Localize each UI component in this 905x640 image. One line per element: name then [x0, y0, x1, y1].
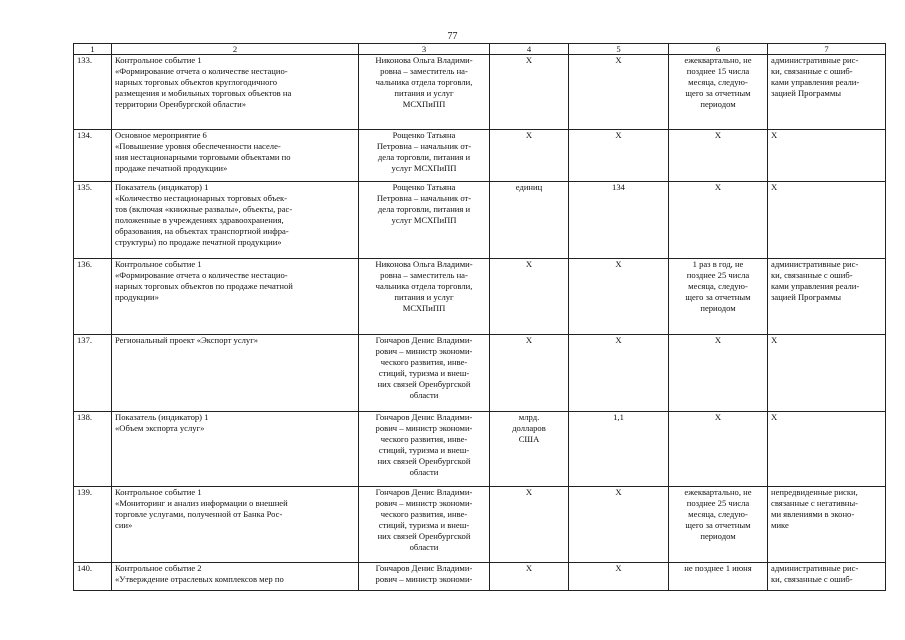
event-description: Показатель (индикатор) 1 «Объем экспорта услуг»	[112, 412, 359, 487]
table-row	[74, 335, 886, 412]
risks-cell: административные рис- ки, связанные с ошиб- ками управления реали- зацией Программы	[768, 55, 886, 130]
event-description: Контрольное событие 1 «Формирование отчета о количестве нестацио- нарных торговых объектов по продаже печатной продукции»	[112, 259, 359, 335]
col-header-3: 3	[359, 44, 490, 55]
table-row	[74, 412, 886, 487]
deadline-cell: не позднее 1 июня	[669, 563, 768, 591]
value-cell: X	[569, 130, 669, 182]
row-number: 137.	[74, 335, 112, 412]
risks-cell: административные рис- ки, связанные с ошиб- ками управления реали- зацией Программы	[768, 259, 886, 335]
event-description: Основное мероприятие 6 «Повышение уровня обеспеченности населе- ния нестационарными торговыми объектами по продаже печатной продукции»	[112, 130, 359, 182]
unit-cell: X	[490, 563, 569, 591]
event-description: Контрольное событие 1 «Мониторинг и анализ информации о внешней торговле услугами, полученной от Банка Рос- сии»	[112, 487, 359, 563]
risks-cell: административные рис- ки, связанные с ошиб-	[768, 563, 886, 591]
responsible-person: Гончаров Денис Владими- рович – министр экономи- ческого развития, инве- стиций, туризма и внеш- них связей Оренбургской области	[359, 412, 490, 487]
table-row	[74, 55, 886, 130]
deadline-cell: X	[669, 182, 768, 259]
row-number: 139.	[74, 487, 112, 563]
risks-cell: X	[768, 412, 886, 487]
col-header-4: 4	[490, 44, 569, 55]
event-description: Контрольное событие 1 «Формирование отчета о количестве нестацио- нарных торговых объектов круглогодичного размещения и мобильных торговых объектов на территории Оренбургской области»	[112, 55, 359, 130]
unit-cell: X	[490, 259, 569, 335]
unit-cell: X	[490, 487, 569, 563]
column-number-row	[74, 44, 886, 55]
program-table	[73, 43, 886, 591]
responsible-person: Рощенко Татьяна Петровна – начальник от- дела торговли, питания и услуг МСХПиПП	[359, 182, 490, 259]
event-description: Контрольное событие 2 «Утверждение отраслевых комплексов мер по	[112, 563, 359, 591]
table-row	[74, 259, 886, 335]
deadline-cell: X	[669, 412, 768, 487]
value-cell: 134	[569, 182, 669, 259]
unit-cell: млрд. долларов США	[490, 412, 569, 487]
value-cell: X	[569, 563, 669, 591]
responsible-person: Гончаров Денис Владими- рович – министр экономи- ческого развития, инве- стиций, туризма и внеш- них связей Оренбургской области	[359, 487, 490, 563]
col-header-7: 7	[768, 44, 886, 55]
row-number: 136.	[74, 259, 112, 335]
responsible-person: Рощенко Татьяна Петровна – начальник от- дела торговли, питания и услуг МСХПиПП	[359, 130, 490, 182]
unit-cell: X	[490, 130, 569, 182]
page-number: 77	[447, 31, 458, 42]
row-number: 138.	[74, 412, 112, 487]
deadline-cell: 1 раз в год, не позднее 25 числа месяца, следую- щего за отчетным периодом	[669, 259, 768, 335]
risks-cell: X	[768, 335, 886, 412]
row-number: 140.	[74, 563, 112, 591]
responsible-person: Никонова Ольга Владими- ровна – заместитель на- чальника отдела торговли, питания и услуг МСХПиПП	[359, 259, 490, 335]
responsible-person: Гончаров Денис Владими- рович – министр экономи- ческого развития, инве- стиций, туризма и внеш- них связей Оренбургской области	[359, 335, 490, 412]
table-row	[74, 182, 886, 259]
row-number: 133.	[74, 55, 112, 130]
col-header-5: 5	[569, 44, 669, 55]
deadline-cell: X	[669, 130, 768, 182]
value-cell: X	[569, 259, 669, 335]
deadline-cell: ежеквартально, не позднее 25 числа месяца, следую- щего за отчетным периодом	[669, 487, 768, 563]
value-cell: X	[569, 55, 669, 130]
row-number: 134.	[74, 130, 112, 182]
col-header-2: 2	[112, 44, 359, 55]
risks-cell: X	[768, 182, 886, 259]
risks-cell: X	[768, 130, 886, 182]
deadline-cell: X	[669, 335, 768, 412]
unit-cell: X	[490, 55, 569, 130]
table-row	[74, 563, 886, 591]
responsible-person: Никонова Ольга Владими- ровна – заместитель на- чальника отдела торговли, питания и услуг МСХПиПП	[359, 55, 490, 130]
unit-cell: единиц	[490, 182, 569, 259]
table-row	[74, 487, 886, 563]
deadline-cell: ежеквартально, не позднее 15 числа месяца, следую- щего за отчетным периодом	[669, 55, 768, 130]
responsible-person: Гончаров Денис Владими- рович – министр экономи-	[359, 563, 490, 591]
table-row	[74, 130, 886, 182]
value-cell: 1,1	[569, 412, 669, 487]
unit-cell: X	[490, 335, 569, 412]
col-header-1: 1	[74, 44, 112, 55]
col-header-6: 6	[669, 44, 768, 55]
value-cell: X	[569, 335, 669, 412]
row-number: 135.	[74, 182, 112, 259]
event-description: Региональный проект «Экспорт услуг»	[112, 335, 359, 412]
value-cell: X	[569, 487, 669, 563]
risks-cell: непредвиденные риски, связанные с негативны- ми явлениями в эконо- мике	[768, 487, 886, 563]
event-description: Показатель (индикатор) 1 «Количество нестационарных торговых объек- тов (включая «книжные развалы», объекты, рас- положенные в учреждениях здравоохранения, образования, на объектах транспортной инфра- структуры) по продаже печатной продукции»	[112, 182, 359, 259]
